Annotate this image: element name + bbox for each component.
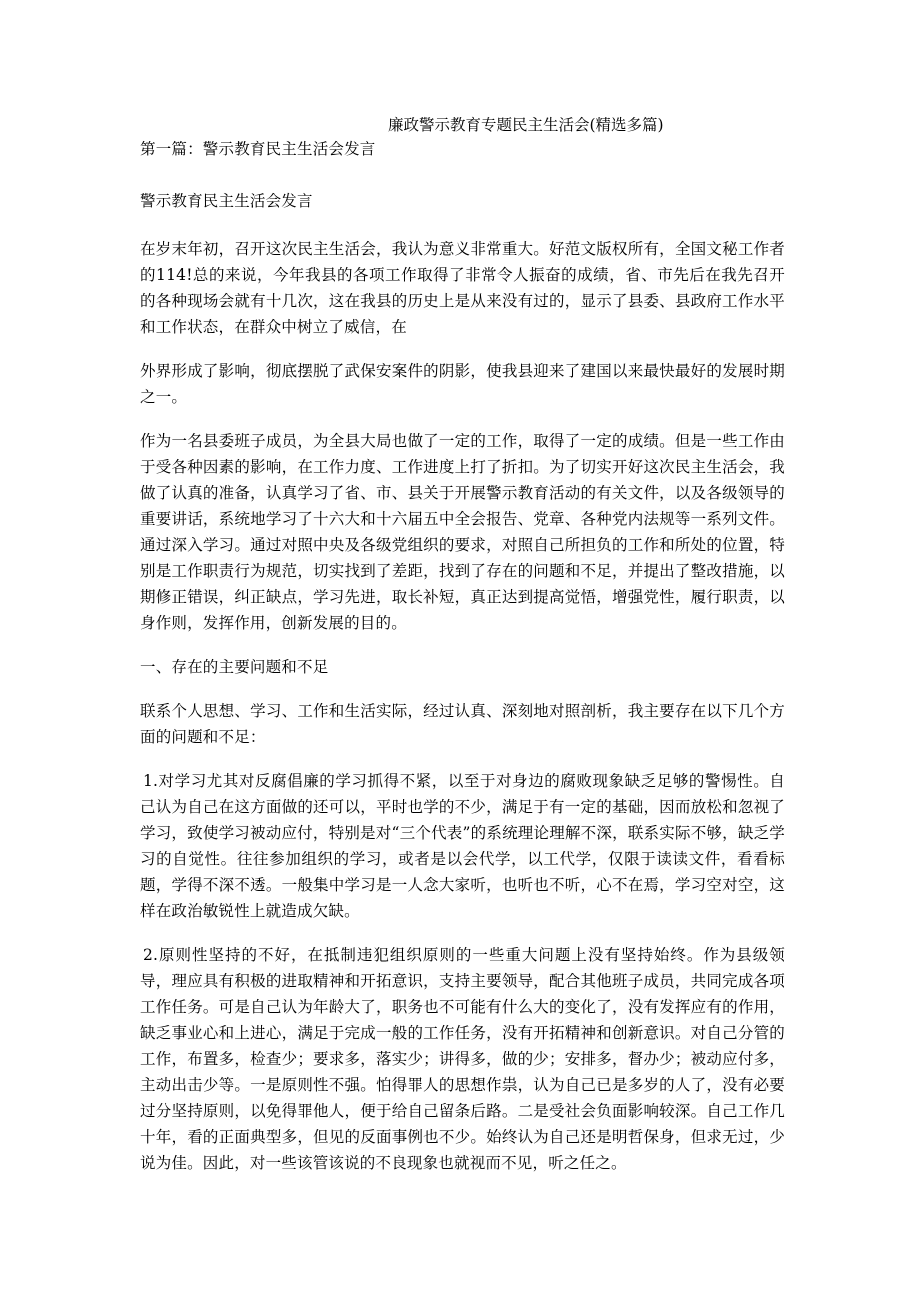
section-heading: 第一篇：警示教育民主生活会发言: [140, 140, 376, 158]
document-body: [140, 136, 785, 1194]
part-one-heading: 一、存在的主要问题和不足: [140, 658, 329, 676]
document-title: 廉政警示教育专题民主生活会(精选多篇): [388, 116, 664, 134]
speech-subheading: 警示教育民主生活会发言: [140, 192, 313, 210]
numbered-item: 1.对学习尤其对反腐倡廉的学习抓得不紧，以至于对身边的腐败现象缺乏足够的警惕性。自己认为自己在这方面做的还可以，平时也学的不少，满足于有一定的基础，因而放松和忽视了学习，致使学习被动应付，特别是对“三个代表”的系统理论理解不深，联系实际不够，缺乏学习的自觉性。往往参加组织的学习，或者是以会代学，以工代学，仅限于读读文件，看看标题，学得不深不透。一般集中学习是一人念大家听，也听也不听，心不在焉，学习空对空，这样在政治敏锐性上就造成欠缺。: [140, 772, 785, 920]
paragraph: 外界形成了影响，彻底摆脱了武保安案件的阴影，使我县迎来了建国以来最快最好的发展时期之一。: [140, 362, 785, 406]
part-one-intro: 联系个人思想、学习、工作和生活实际，经过认真、深刻地对照剖析，我主要存在以下几个方面的问题和不足：: [140, 702, 785, 746]
paragraph: 在岁末年初，召开这次民主生活会，我认为意义非常重大。好范文版权所有，全国文秘工作者的114!总的来说，今年我县的各项工作取得了非常令人振奋的成绩，省、市先后在我先召开的各种现场会就有十几次，这在我县的历史上是从来没有过的，显示了县委、县政府工作水平和工作状态，在群众中树立了威信，在: [140, 240, 785, 336]
paragraph: 作为一名县委班子成员，为全县大局也做了一定的工作，取得了一定的成绩。但是一些工作由于受各种因素的影响，在工作力度、工作进度上打了折扣。为了切实开好这次民主生活会，我做了认真的准备，认真学习了省、市、县关于开展警示教育活动的有关文件，以及各级领导的重要讲话，系统地学习了十六大和十六届五中全会报告、党章、各种党内法规等一系列文件。通过深入学习。通过对照中央及各级党组织的要求，对照自己所担负的工作和所处的位置，特别是工作职责行为规范，切实找到了差距，找到了存在的问题和不足，并提出了整改措施，以期修正错误，纠正缺点，学习先进，取长补短，真正达到提高觉悟，增强党性，履行职责，以身作则，发挥作用，创新发展的目的。: [140, 432, 785, 632]
numbered-item: 2.原则性坚持的不好，在抵制违犯组织原则的一些重大问题上没有坚持始终。作为县级领导，理应具有积极的进取精神和开拓意识，支持主要领导，配合其他班子成员，共同完成各项工作任务。可是自己认为年龄大了，职务也不可能有什么大的变化了，没有发挥应有的作用，缺乏事业心和上进心，满足于完成一般的工作任务，没有开拓精神和创新意识。对自己分管的工作，布置多，检查少；要求多，落实少；讲得多，做的少；安排多，督办少；被动应付多，主动出击少等。一是原则性不强。怕得罪人的思想作祟，认为自己已是多岁的人了，没有必要过分坚持原则，以免得罪他人，便于给自己留条后路。二是受社会负面影响较深。自己工作几十年，看的正面典型多，但见的反面事例也不少。始终认为自己还是明哲保身，但求无过，少说为佳。因此，对一些该管该说的不良现象也就视而不见，听之任之。: [140, 946, 785, 1172]
